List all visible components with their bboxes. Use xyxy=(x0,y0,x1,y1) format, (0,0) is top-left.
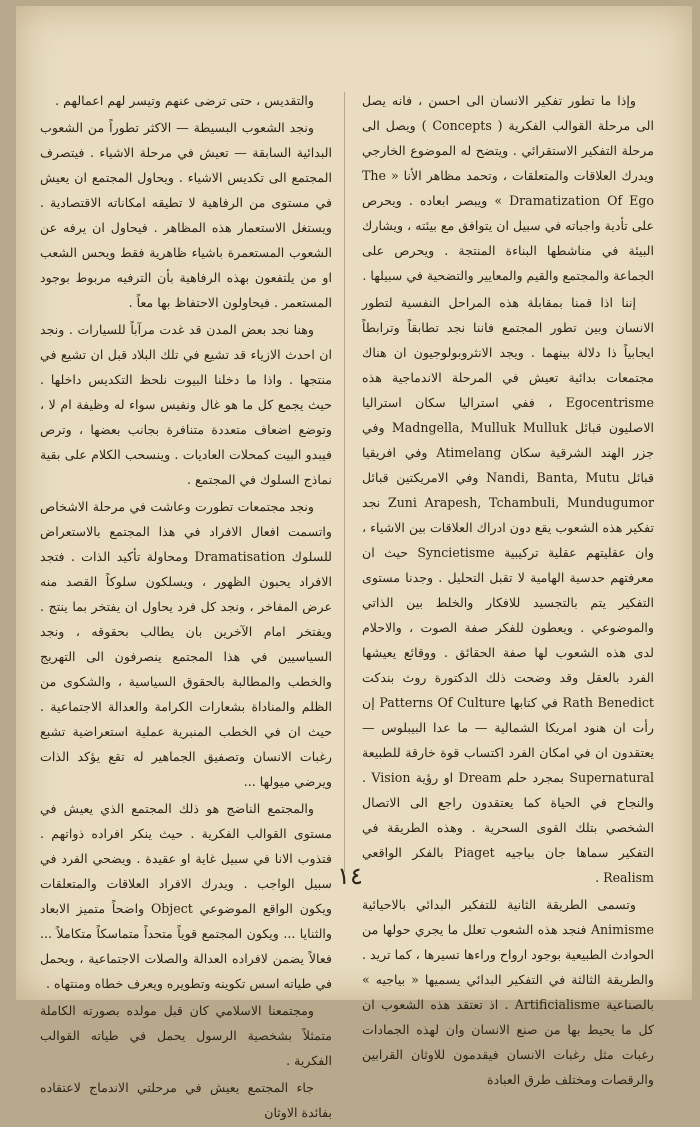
column-divider xyxy=(344,92,345,872)
left-column xyxy=(40,88,332,1127)
paragraph: وتسمى الطريقة الثانية للتفكير البدائي بالاحيائية Animisme فنجد هذه الشعوب تعلل ما يجري حولها من الحوادث الطبيعية بوجود ارواح وراءها تسيرها ، كما تريد . والطريقة الثالثة في التفكير البدائي يسميها « بياجيه » بالصناعية Artificialisme . اذ تعتقد هذه الشعوب ان كل ما يحيط بها من صنع الانسان وان لهذه الجمادات رغبات مثل رغبات الانسان فيقدمون للاوثان القرابين والرقصات ومختلف طرق العبادة xyxy=(362,897,654,1087)
paragraph: والتقديس ، حتى ترضى عنهم وتيسر لهم اعمالهم . xyxy=(55,93,314,108)
paragraph: ونجد الشعوب البسيطة — الاكثر تطوراً من الشعوب البدائية السابقة — تعيش في مرحلة الاشياء . فيتصرف المجتمع الى تكديس الاشياء . ويحاول المجتمع ان يعيش في مستوى من الرفاهية لا تطيقه امكاناته الاقتصادية . ويستغل الاستعمار هذه المظاهر . فيحاول ان يرفه عن الشعوب المستعمرة باشياء ظاهرية فقط ويحس الشعب او من يلتفعون بهذه الرفاهية بأن الترفيه مربوط بوجود المستعمر . فيحاولون الاحتفاظ بها معاً . xyxy=(40,120,332,310)
paragraph: وإذا ما تطور تفكير الانسان الى احسن ، فانه يصل الى مرحلة القوالب الفكرية ( Concepts ) ويصل الى مرحلة التفكير الاستقرائي . ويتضح له الموضوع الخارجي ويدرك العلاقات والمتعلقات ، وتحمد مظاهر الأنا « The Dramatization Of Ego » ويبصر ابعاده . ويحرص على تأدية واجباته في سبيل ان يتوافق مع بيئته ، ويشارك البيئة في مناشطها البناءة المنتجة . ويحرص على الجماعة والمجتمع والقيم والمعايير والتضحية في سبيلها . xyxy=(362,93,655,283)
paragraph: وهنا نجد بعض المدن قد غدت مرآباً للسيارات . ونجد ان احدث الازياء قد تشيع في تلك البلاد قبل ان تشيع في منتجها . واذا ما دخلنا البيوت نلحظ التكديس داخلها . حيث يجمع كل ما هو غال ونفيس سواء له وظيفة ام لا ، وتوضع اضعاف متعددة متنافرة بجانب بعضها ، وترص فيبدو البيت كمحلات العاديات . وينسحب الكلام على بقية نماذج السلوك في المجتمع . xyxy=(40,322,332,487)
paragraph: إننا اذا قمنا بمقابلة هذه المراحل النفسية لتطور الانسان وبين تطور المجتمع فاننا نجد تطابقاً وترابطاً ايجابياً ذا دلالة بينهما . ويجد الانثروبولوجيون ان هناك مجتمعات بدائية تعيش في المرحلة الاندماجية هذه Egocentrisme ، ففي استراليا سكان استراليا الاصليون قبائل Madngella, Mulluk Mulluk وفي جزر الهند الشرقية سكان Atimelang وفي افريقيا قبائل Nandi, Banta, Mutu وفي الامريكتين قبائل Zuni Arapesh, Tchambuli, Mundugumor نجد تفكير هذه الشعوب يقع دون ادراك العلاقات بين الاشياء ، وان عقليتهم عقلية تركيبية Syncietisme حيث ان معرفتهم حدسية الهامية لا تقبل التحليل . وجدنا مستوى التفكير يتم بالتجسيد للافكار والخلط بين الذاتي والموضوعي . ويعطون للفكر صفة الصوت ، والاحلام لدى هذه الشعوب لها صفة الحقائق . ووقائع يعيشها الفرد بالعقل وقد وضحت ذلك الدكتورة روث بندكت Rath Benedict في كتابها Patterns Of Culture إن رأت ان هنود امريكا الشمالية — ما عدا البيبلوس — يعتقدون ان في امكان الفرد اكتساب قوة خارقة للطبيعة Supernatural بمجرد حلم Dream او رؤية Vision . والنجاح في الحياة كما يعتقدون راجع الى الاتصال الشخصي بتلك القوى السحرية . وهذه الطريقة في التفكير سماها جان بياجيه Piaget بالفكر الواقعي Realism . xyxy=(362,295,654,885)
paragraph: ومجتمعنا الاسلامي كان قبل مولده بصورته الكاملة متمثلاً بشخصية الرسول يحمل في طياته القوالب الفكرية . xyxy=(40,1003,332,1068)
page-number: ١٤ xyxy=(337,862,363,890)
paragraph: جاء المجتمع يعيش في مرحلتي الاندماج لاعتقاده بفائدة الاوثان xyxy=(40,1080,332,1120)
paragraph: والمجتمع الناضج هو ذلك المجتمع الذي يعيش في مستوى القوالب الفكرية . حيث ينكر افراده ذواتهم . فتذوب الانا في سبيل غاية او عقيدة . ويضحي الفرد في سبيل الواجب . ويدرك الافراد العلاقات والمتعلقات ويكون الواقع الموضوعي Object واضحاً متميز الابعاد والثنايا ... ويكون المجتمع قوياً متحداً متماسكاً متكاملاً ... فعالاً يضمن لافراده العدالة والصلات الاجتماعية ، ويحمل في طياته اسس تكوينه وتطويره ويعرف خطاه ومنتهاه . xyxy=(40,801,332,991)
right-column xyxy=(362,88,654,1094)
paragraph: ونجد مجتمعات تطورت وعاشت في مرحلة الاشخاص واتسمت افعال الافراد في هذا المجتمع بالاستعراض للسلوك Dramatisation ومحاولة تأكيد الذات . فتجد الافراد يحبون الظهور ، ويسلكون سلوكاً القصد منه عرض المفاخر ، ونجد كل فرد يحاول ان يفتخر بما ينتج . ويفتخر امام الآخرين بان يطالب بحقوقه ، ونجد السياسيين في هذا المجتمع ينصرفون الى التهريج والخطب والمطالبة بالحقوق السياسية ، والشكوى من الظلم والمناداة بشعارات الكرامة والعدالة الاجتماعية . حيث ان في الخطب المنبرية عملية استعراضية تشبع رغبات الانسان وتصفيق الجماهير له تقع يؤكد الذات ويرضي ميولها ... xyxy=(40,499,332,789)
